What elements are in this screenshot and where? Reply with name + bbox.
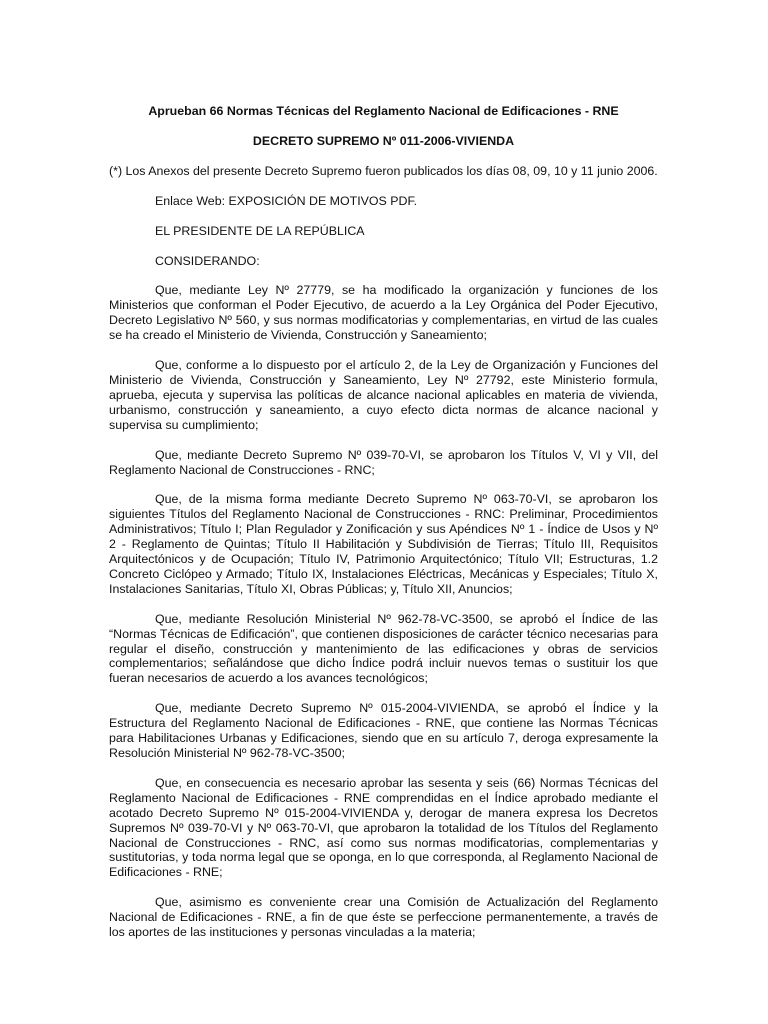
paragraph-ds-063-70-vi: Que, de la misma forma mediante Decreto Supremo Nº 063-70-VI, se aprobaron los siguientes Títulos del Reglamento Nacional de Construcciones - RNC: Preliminar, Procedimientos Administrativos; Título I; Plan Regulador y Zonificación y sus Apéndices Nº 1 - Índice de Usos y Nº 2 - Reglamento de Quintas; Título II Habilitación y Subdivisión de Tierras; Título III, Requisitos Arquitectónicos y de Ocupación; Título IV, Patrimonio Arquitectónico; Título VII; Estructuras, 1.2 Concreto Ciclópeo y Armado; Título IX, Instalaciones Eléctricas, Mecánicas y Especiales; Título X, Instalaciones Sanitarias, Título XI, Obras Públicas; y, Título XII, Anuncios; (109, 492, 658, 596)
document-page (109, 104, 658, 940)
paragraph-ley-27792: Que, conforme a lo dispuesto por el artículo 2, de la Ley de Organización y Funciones del Ministerio de Vivienda, Construcción y Saneamiento, Ley Nº 27792, este Ministerio formula, aprueba, ejecuta y supervisa las políticas de alcance nacional aplicables en materia de vivienda, urbanismo, construcción y saneamiento, a cuyo efecto dicta normas de alcance nacional y supervisa su cumplimiento; (109, 358, 658, 432)
paragraph-ley-27779: Que, mediante Ley Nº 27779, se ha modificado la organización y funciones de los Ministerios que conforman el Poder Ejecutivo, de acuerdo a la Ley Orgánica del Poder Ejecutivo, Decreto Legislativo Nº 560, y sus normas modificatorias y complementarias, en virtud de las cuales se ha creado el Ministerio de Vivienda, Construcción y Saneamiento; (109, 283, 658, 343)
annex-note: (*) Los Anexos del presente Decreto Supremo fueron publicados los días 08, 09, 10 y 11 junio 2006. (109, 163, 658, 178)
document-title: Aprueban 66 Normas Técnicas del Reglamento Nacional de Edificaciones - RNE (148, 104, 619, 118)
decree-number: DECRETO SUPREMO Nº 011-2006-VIVIENDA (252, 133, 515, 148)
paragraph-rm-962-78: Que, mediante Resolución Ministerial Nº 962-78-VC-3500, se aprobó el Índice de las “Normas Técnicas de Edificación”, que contienen disposiciones de carácter técnico necesarias para regular el diseño, construcción y mantenimiento de las edificaciones y obras de servicios complementarios; señalándose que dicho Índice podrá incluir nuevos temas o sustituir los que fueran necesarios de acuerdo a los avances tecnológicos; (109, 611, 658, 686)
paragraph-ds-039-70-vi: Que, mediante Decreto Supremo Nº 039-70-VI, se aprobaron los Títulos V, VI y VII, del Reglamento Nacional de Construcciones - RNC; (109, 447, 658, 477)
paragraph-aprobar-66-normas: Que, en consecuencia es necesario aprobar las sesenta y seis (66) Normas Técnicas del Reglamento Nacional de Edificaciones - RNE comprendidas en el Índice aprobado mediante el acotado Decreto Supremo Nº 015-2004-VIVIENDA y, derogar de manera expresa los Decretos Supremos Nº 039-70-VI y Nº 063-70-VI, que aprobaron la totalidad de los Títulos del Reglamento Nacional de Construcciones - RNC, así como sus normas modificatorias, complementarias y sustitutorias, y toda norma legal que se oponga, en lo que corresponda, al Reglamento Nacional de Edificaciones - RNE; (109, 775, 658, 880)
paragraph-ds-015-2004: Que, mediante Decreto Supremo Nº 015-2004-VIVIENDA, se aprobó el Índice y la Estructura del Reglamento Nacional de Edificaciones - RNE, que contiene las Normas Técnicas para Habilitaciones Urbanas y Edificaciones, siendo que en su artículo 7, deroga expresamente la Resolución Ministerial Nº 962-78-VC-3500; (109, 701, 658, 760)
web-link-line: Enlace Web: EXPOSICIÓN DE MOTIVOS PDF. (155, 193, 418, 208)
considerando-heading: CONSIDERANDO: (155, 253, 260, 268)
president-heading: EL PRESIDENTE DE LA REPÚBLICA (155, 223, 365, 238)
paragraph-comision-actualizacion: Que, asimismo es conveniente crear una Comisión de Actualización del Reglamento Nacional de Edificaciones - RNE, a fin de que éste se perfeccione permanentemente, a través de los aportes de las instituciones y personas vinculadas a la materia; (109, 895, 658, 940)
